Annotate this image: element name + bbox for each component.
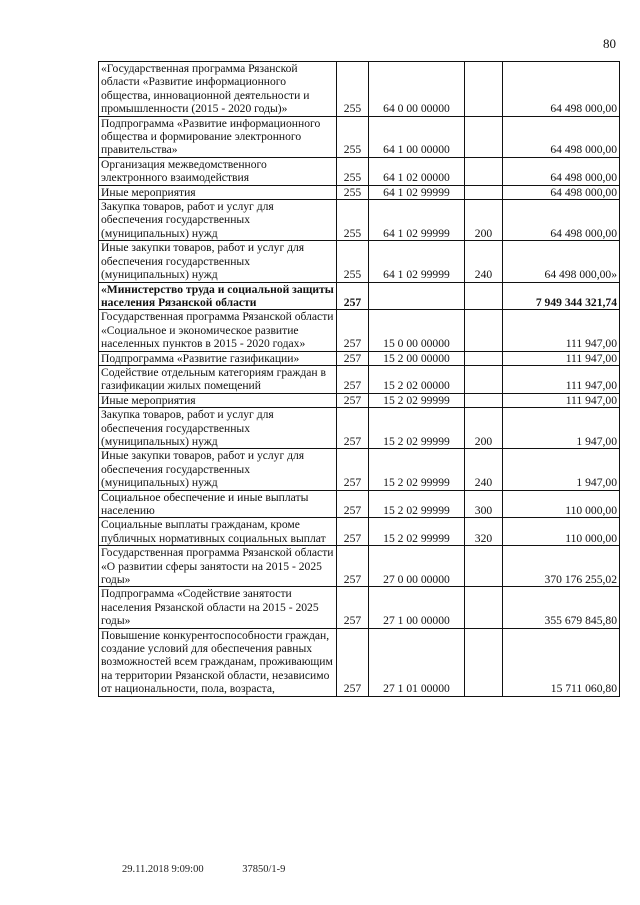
row-csr-cell: 64 0 00 00000 [369, 62, 465, 117]
row-name-cell: Подпрограмма «Содействие занятости населения Рязанской области на 2015 - 2025 годы» [99, 587, 337, 628]
row-name-cell: Иные мероприятия [99, 393, 337, 407]
row-sum-cell: 64 498 000,00 [503, 185, 620, 199]
row-csr-cell: 64 1 02 99999 [369, 200, 465, 241]
row-csr-cell: 15 0 00 00000 [369, 310, 465, 351]
row-vr-cell: 255 [337, 62, 369, 117]
table-row [99, 157, 620, 185]
footer-timestamp: 29.11.2018 9:09:00 [122, 864, 204, 875]
row-vr-cell: 257 [337, 365, 369, 393]
row-vid-cell [465, 157, 503, 185]
row-vid-cell: 200 [465, 200, 503, 241]
table-row [99, 546, 620, 587]
row-vid-cell [465, 310, 503, 351]
row-vid-cell: 300 [465, 490, 503, 518]
row-sum-cell: 64 498 000,00 [503, 200, 620, 241]
row-csr-cell [369, 282, 465, 310]
page-number: 80 [603, 36, 616, 51]
table-row [99, 518, 620, 546]
table-row [99, 408, 620, 449]
row-vid-cell: 240 [465, 241, 503, 282]
table-row [99, 185, 620, 199]
row-name-cell: Содействие отдельным категориям граждан в газификации жилых помещений [99, 365, 337, 393]
row-sum-cell: 110 000,00 [503, 518, 620, 546]
table-row [99, 490, 620, 518]
row-name-cell: Социальное обеспечение и иные выплаты населению [99, 490, 337, 518]
table-row [99, 116, 620, 157]
row-vid-cell: 240 [465, 449, 503, 490]
row-vid-cell [465, 365, 503, 393]
row-vr-cell: 255 [337, 200, 369, 241]
row-sum-cell: 1 947,00 [503, 449, 620, 490]
row-sum-cell: 15 711 060,80 [503, 628, 620, 696]
row-sum-cell: 370 176 255,02 [503, 546, 620, 587]
row-name-cell: Закупка товаров, работ и услуг для обеспечения государственных (муниципальных) нужд [99, 200, 337, 241]
row-name-cell: «Министерство труда и социальной защиты населения Рязанской области [99, 282, 337, 310]
row-vr-cell: 257 [337, 282, 369, 310]
row-sum-cell: 110 000,00 [503, 490, 620, 518]
budget-table [98, 61, 620, 697]
row-sum-cell: 7 949 344 321,74 [503, 282, 620, 310]
row-csr-cell: 64 1 02 99999 [369, 185, 465, 199]
row-vr-cell: 257 [337, 351, 369, 365]
row-vid-cell [465, 116, 503, 157]
row-name-cell: Иные мероприятия [99, 185, 337, 199]
row-vr-cell: 257 [337, 408, 369, 449]
row-csr-cell: 15 2 02 99999 [369, 408, 465, 449]
table-row [99, 628, 620, 696]
row-sum-cell: 64 498 000,00 [503, 116, 620, 157]
table-row [99, 62, 620, 117]
table-row [99, 310, 620, 351]
footer-doc-code: 37850/1-9 [242, 864, 286, 875]
row-vr-cell: 257 [337, 310, 369, 351]
table-row [99, 351, 620, 365]
row-name-cell: Иные закупки товаров, работ и услуг для обеспечения государственных (муниципальных) нужд [99, 241, 337, 282]
row-vid-cell [465, 282, 503, 310]
row-csr-cell: 27 1 01 00000 [369, 628, 465, 696]
row-csr-cell: 15 2 00 00000 [369, 351, 465, 365]
row-vid-cell [465, 185, 503, 199]
table-row [99, 393, 620, 407]
budget-table-body [99, 62, 620, 697]
row-vid-cell [465, 393, 503, 407]
table-row [99, 241, 620, 282]
row-vid-cell [465, 62, 503, 117]
row-name-cell: Иные закупки товаров, работ и услуг для обеспечения государственных (муниципальных) нужд [99, 449, 337, 490]
row-sum-cell: 111 947,00 [503, 351, 620, 365]
row-vid-cell: 200 [465, 408, 503, 449]
row-vr-cell: 257 [337, 546, 369, 587]
row-csr-cell: 15 2 02 99999 [369, 393, 465, 407]
table-row [99, 365, 620, 393]
footer [122, 864, 285, 875]
row-sum-cell: 355 679 845,80 [503, 587, 620, 628]
row-csr-cell: 27 0 00 00000 [369, 546, 465, 587]
row-name-cell: Государственная программа Рязанской области «О развитии сферы занятости на 2015 - 2025 годы» [99, 546, 337, 587]
row-vr-cell: 255 [337, 116, 369, 157]
row-vr-cell: 257 [337, 587, 369, 628]
row-csr-cell: 15 2 02 99999 [369, 518, 465, 546]
row-name-cell: Социальные выплаты гражданам, кроме публичных нормативных социальных выплат [99, 518, 337, 546]
row-sum-cell: 64 498 000,00 [503, 62, 620, 117]
row-csr-cell: 15 2 02 99999 [369, 490, 465, 518]
row-csr-cell: 64 1 02 99999 [369, 241, 465, 282]
row-vid-cell [465, 587, 503, 628]
row-vr-cell: 255 [337, 185, 369, 199]
row-vr-cell: 257 [337, 490, 369, 518]
row-vid-cell [465, 351, 503, 365]
row-sum-cell: 64 498 000,00 [503, 157, 620, 185]
row-name-cell: Государственная программа Рязанской области «Социальное и экономическое развитие населенных пунктов в 2015 - 2020 годах» [99, 310, 337, 351]
row-vr-cell: 257 [337, 449, 369, 490]
row-vr-cell: 257 [337, 393, 369, 407]
table-row-ministry-header [99, 282, 620, 310]
table-row [99, 587, 620, 628]
row-vid-cell [465, 546, 503, 587]
row-vr-cell: 255 [337, 157, 369, 185]
row-name-cell: Повышение конкурентоспособности граждан, создание условий для обеспечения равных возможностей всем гражданам, проживающим на территории Рязанской области, независимо от национальности, пола, возраста, [99, 628, 337, 696]
row-sum-cell: 64 498 000,00» [503, 241, 620, 282]
row-sum-cell: 1 947,00 [503, 408, 620, 449]
row-name-cell: Закупка товаров, работ и услуг для обеспечения государственных (муниципальных) нужд [99, 408, 337, 449]
row-vr-cell: 257 [337, 518, 369, 546]
row-csr-cell: 27 1 00 00000 [369, 587, 465, 628]
row-csr-cell: 64 1 00 00000 [369, 116, 465, 157]
row-sum-cell: 111 947,00 [503, 365, 620, 393]
row-sum-cell: 111 947,00 [503, 310, 620, 351]
table-row [99, 449, 620, 490]
row-vr-cell: 257 [337, 628, 369, 696]
row-vid-cell: 320 [465, 518, 503, 546]
row-vid-cell [465, 628, 503, 696]
row-vr-cell: 255 [337, 241, 369, 282]
row-csr-cell: 64 1 02 00000 [369, 157, 465, 185]
row-name-cell: Организация межведомственного электронного взаимодействия [99, 157, 337, 185]
row-sum-cell: 111 947,00 [503, 393, 620, 407]
row-name-cell: Подпрограмма «Развитие информационного общества и формирование электронного правительства» [99, 116, 337, 157]
row-name-cell: «Государственная программа Рязанской области «Развитие информационного общества, инновационной деятельности и промышленности (2015 - 2020 годы)» [99, 62, 337, 117]
row-csr-cell: 15 2 02 99999 [369, 449, 465, 490]
row-name-cell: Подпрограмма «Развитие газификации» [99, 351, 337, 365]
row-csr-cell: 15 2 02 00000 [369, 365, 465, 393]
table-row [99, 200, 620, 241]
